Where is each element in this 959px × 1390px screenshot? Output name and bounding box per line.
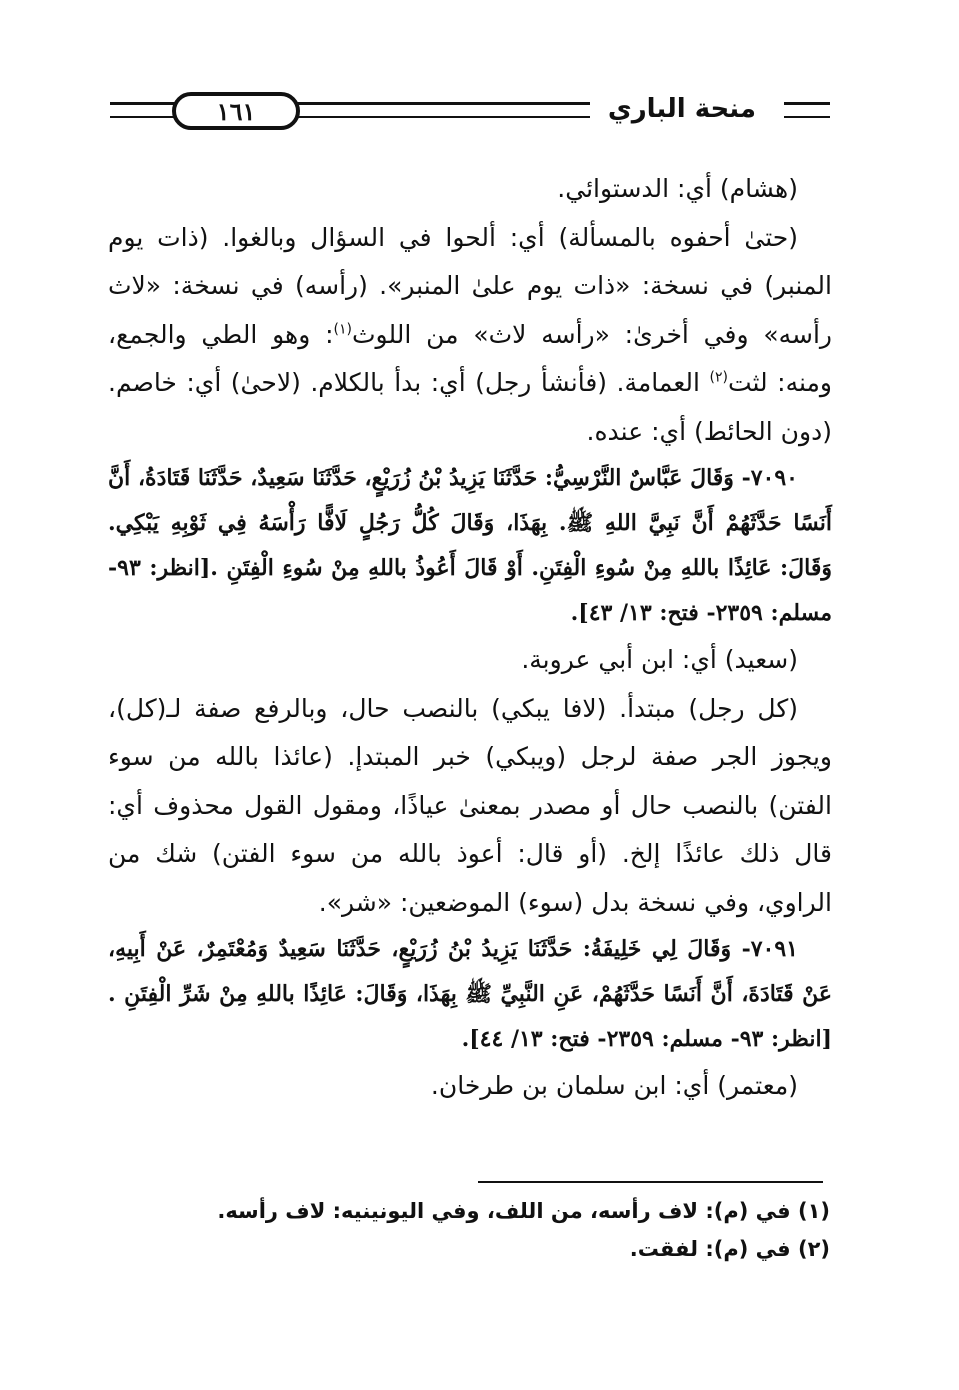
footnotes xyxy=(200,1192,830,1268)
header-rule-left-top xyxy=(110,102,176,105)
commentary-text-c: العمامة. (فأنشأ رجل) أي: بدأ بالكلام. (لاحىٰ) أي: خاصم. (دون الحائط) أي: عنده. xyxy=(108,368,832,446)
paragraph-said: (سعيد) أي: ابن أبي عروبة. xyxy=(521,645,798,674)
hadith-text: ٧٠٩١- وَقَالَ لِي خَلِيفَةُ: حَدَّثَنَا يَزِيدُ بْنُ زُرَيْعٍ، حَدَّثَنَا سَعِيدٌ وَمُعْتَمِرٌ، عَنْ أَبِيهِ، عَنْ قَتَادَةَ، أَنَّ أَنَسًا حَدَّثَهُمْ، عَنِ النَّبِيِّ ﷺ بِهَذَا، وَقَالَ: عَائِذًا باللهِ مِنْ شَرِّ الْفِتَنِ . xyxy=(108,936,832,1007)
header-rule-right-top xyxy=(784,102,830,105)
commentary-text-b: : وهو الطي والجمع، ومنه: لثت xyxy=(108,319,832,397)
paragraph-hisham: (هشام) أي: الدستوائي. xyxy=(557,174,798,203)
hadith-reference: [انظر: ٩٣- مسلم: ٢٣٥٩- فتح: ١٣/ ٤٤]. xyxy=(461,1026,832,1052)
paragraph-commentary-2: (كل رجل) مبتدأ. (لافا يبكي) بالنصب حال، وبالرفع صفة لـ(كل)، ويجوز الجر صفة لرجل (ويبكي) خبر المبتدإ. (عائذا بالله من سوء الفتن) بالنصب حال أو مصدر بمعنىٰ عياذًا، ومقول القول محذوف أي: قال ذلك عائذًا إلخ. (أو قال: أعوذ بالله من سوء الفتن) شك من الراوي، وفي نسخة بدل (سوء) الموضعين: «شر». xyxy=(108,693,832,917)
footnote-1: (١) في (م): لاف رأسه، من اللف، وفي اليونينيه: لاف رأسه. xyxy=(217,1199,830,1223)
footnote-divider xyxy=(478,1181,823,1183)
header-rule-right-bottom xyxy=(784,116,830,118)
main-text xyxy=(108,165,832,1111)
header-rule-middle-bottom xyxy=(296,116,590,118)
page-header xyxy=(110,86,830,136)
header-rule-left-bottom xyxy=(110,116,176,118)
header-rule-middle-top xyxy=(296,102,590,105)
hadith-text: ٧٠٩٠- وَقَالَ عَبَّاسٌ النَّرْسِيُّ: حَدَّثَنَا يَزِيدُ بْنُ زُرَيْعٍ، حَدَّثَنَا سَعِيدٌ، حَدَّثَنَا قَتَادَةُ، أَنَّ أَنَسًا حَدَّثَهُمْ أَنَّ نَبِيَّ اللهِ ﷺ. بِهَذَا، وَقَالَ كُلُّ رَجُلٍ لَافًّا رَأْسَهُ فِي ثَوْبِهِ يَبْكِي. وَقَالَ: عَائِذًا باللهِ مِنْ سُوءِ الْفِتَنِ. أَوْ قَالَ أَعُوذُ باللهِ مِنْ سُوءِ الْفِتَنِ . xyxy=(108,465,832,581)
footnote-marker-1: (١) xyxy=(333,321,352,338)
hadith-7091 xyxy=(108,927,832,1062)
paragraph-commentary-1 xyxy=(108,214,832,457)
book-title: منحة الباري xyxy=(607,94,756,124)
footnote-marker-2: (٢) xyxy=(709,369,728,386)
hadith-7090 xyxy=(108,456,832,636)
page-number: ١٦١ xyxy=(172,92,300,130)
hadith-reference: [انظر: ٩٣- مسلم: ٢٣٥٩- فتح: ١٣/ ٤٣]. xyxy=(108,555,832,626)
paragraph-mutamir: (معتمر) أي: ابن سلمان بن طرخان. xyxy=(430,1071,798,1100)
commentary-text: (حتىٰ أحفوه بالمسألة) أي: ألحوا في السؤال وبالغوا. (ذات يوم المنبر) في نسخة: «ذات يوم علىٰ المنبر». (رأسه) في نسخة: «لاث رأسه» وفي أخرىٰ: «رأسه لاث» من اللوث xyxy=(108,222,833,349)
footnote-2: (٢) في (م): لفقت. xyxy=(629,1237,830,1261)
